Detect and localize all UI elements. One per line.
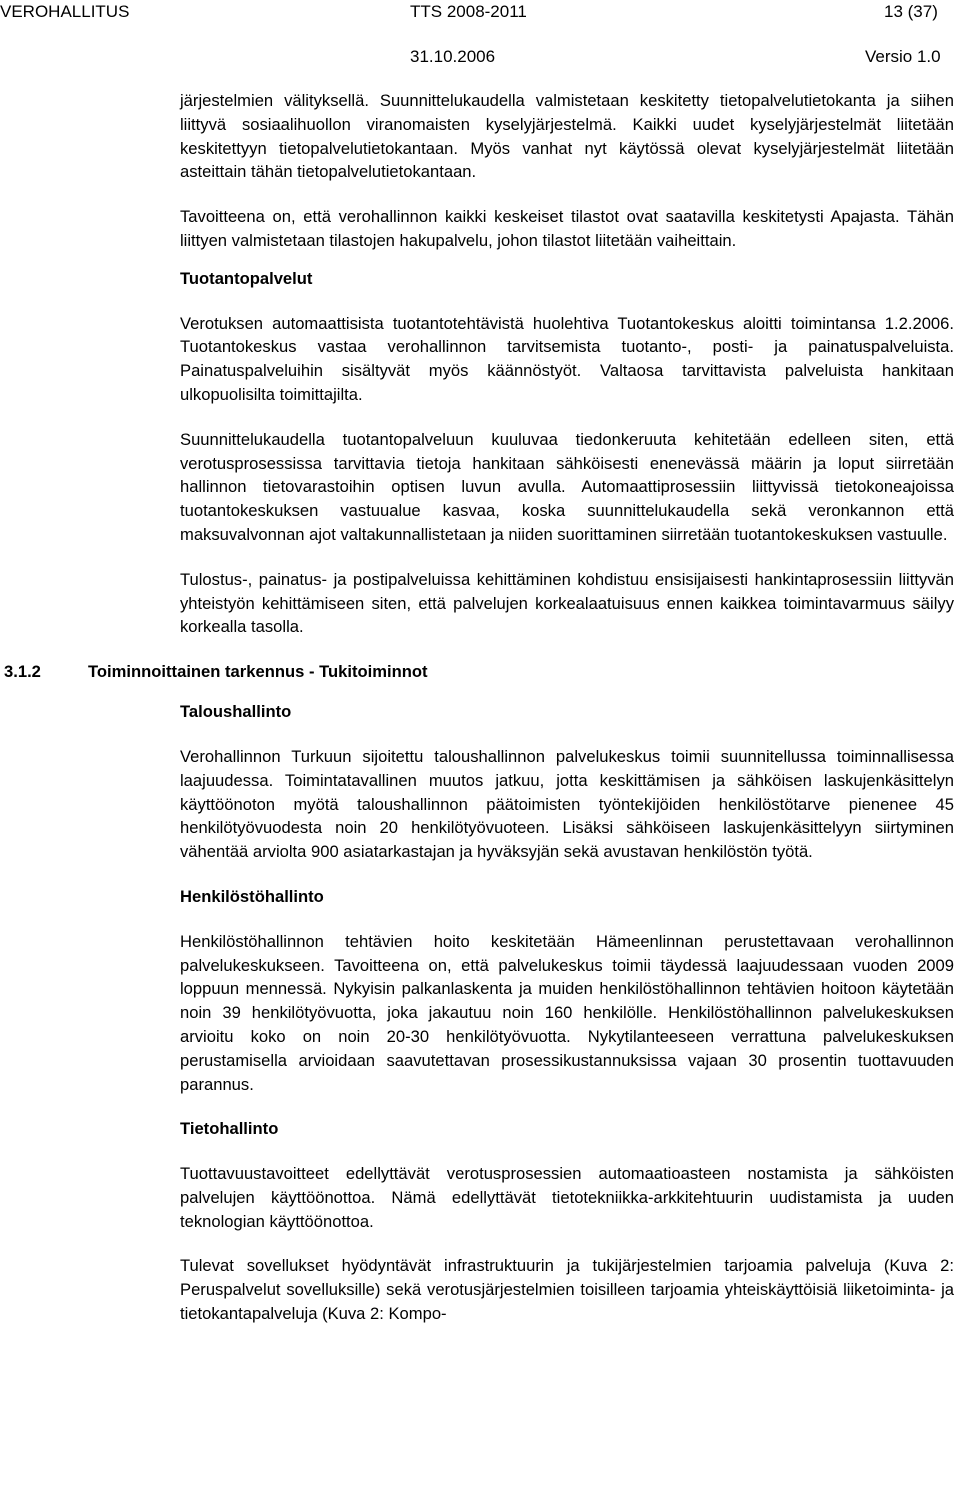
subheading-henkilostohallinto: Henkilöstöhallinto	[180, 886, 324, 906]
paragraph: Tulostus-, painatus- ja postipalveluissa kehittäminen kohdistuu ensisijaisesti hankintaprosessiin liittyvän yhteistyön kehittämiseen siten, että palvelujen korkealaatuisuus ennen kaikkea toimintavarmuus säilyy korkealla tasolla.	[180, 569, 954, 637]
subheading-tietohallinto: Tietohallinto	[180, 1119, 279, 1139]
subheading-taloushallinto: Taloushallinto	[180, 702, 292, 722]
section-number: 3.1.2	[4, 662, 41, 682]
header-page-number: 13 (37)	[884, 2, 938, 21]
paragraph: Verotuksen automaattisista tuotantotehtävistä huolehtiva Tuotantokeskus aloitti toimintansa 1.2.2006. Tuotantokeskus vastaa verohallinnon tarvitsemista tuotanto-, posti- ja painatuspalveluista. Painatuspalveluihin sisältyvät myös käännöstyöt. Valtaosa tarvittavista palveluista hankitaan ulkopuolisilta toimittajilta.	[180, 313, 954, 404]
paragraph: Tavoitteena on, että verohallinnon kaikki keskeiset tilastot ovat saatavilla keskitetysti Apajasta. Tähän liittyen valmistetaan tilastojen hakupalvelu, johon tilastot liitetään vaiheittain.	[180, 207, 954, 250]
header-doc-id: TTS 2008-2011	[410, 2, 527, 21]
document-body	[4, 89, 954, 1326]
paragraph: Tulevat sovellukset hyödyntävät infrastruktuurin ja tukijärjestelmien tarjoamia palveluja (Kuva 2: Peruspalvelut sovelluksille) sekä verotusjärjestelmien toisilleen tarjoamia yhteiskäyttöisiä liiketoiminta- ja tietokantapalveluja (Kuva 2: Kompo-	[180, 1256, 954, 1324]
header-date: 31.10.2006	[410, 47, 496, 66]
paragraph: Verohallinnon Turkuun sijoitettu taloushallinnon palvelukeskus toimii suunnitellussa toiminnallisessa laajuudessa. Toimintatavallinen muutos jatkuu, jotta keskittämisen ja sähköisen laskujenkäsittelyn käyttöönoton myötä taloushallinnon päätoimisten työntekijöiden henkilöstötarve pienenee 45 henkilötyövuodesta noin 20 henkilötyövuoteen. Lisäksi sähköiseen laskujenkäsittelyyn siirtyminen vähentää arviolta 900 asiatarkastajan ja hyväksyjän sekä avustavan henkilöstön työtä.	[180, 746, 954, 862]
subheading-tuotantopalvelut: Tuotantopalvelut	[180, 268, 313, 288]
header-version: Versio 1.0	[865, 47, 941, 66]
paragraph: Tuottavuustavoitteet edellyttävät verotusprosessien automaatioasteen nostamista ja sähköisten palvelujen käyttöönottoa. Nämä edellyttävät tietotekniikka-arkkitehtuurin uudistamista ja uuden teknologian käyttöönottoa.	[180, 1164, 954, 1231]
paragraph: Suunnittelukaudella tuotantopalveluun kuuluvaa tiedonkeruuta kehitetään edelleen siten, että verotusprosessissa tarvittavia tietoja hankitaan sähköisesti enenevässä määrin ja loput siirretään hallinnon tietovarastoihin optisen luvun avulla. Automaattiprosessiin liittyvissä tietokoneajoissa tuotantokeskuksen vastuualue kasvaa, koska suunnittelukaudella sekä veronkannon että maksuvalvonnan ajot valtakunnallistetaan ja niiden suorittaminen siirretään tuotantokeskuksen vastuulle.	[180, 429, 954, 544]
header-org: VEROHALLITUS	[0, 2, 130, 21]
section-heading	[4, 660, 954, 684]
paragraph: Henkilöstöhallinnon tehtävien hoito keskitetään Hämeenlinnan perustettavaan verohallinnon palvelukeskukseen. Tavoitteena on, että palvelukeskus toimii täydessä laajuudessaan vuoden 2009 loppuun mennessä. Nykyisin palkanlaskenta ja muiden henkilöstöhallinnon tehtävien hoitoon käytetään noin 39 henkilötyövuotta, joka jakautuu noin 160 henkilölle. Henkilöstöhallinnon palvelukeskuksen arvioitu koko on noin 20-30 henkilötyövuotta. Nykytilanteeseen verrattuna palvelukeskuksen perustamisella arvioidaan saavutettavan prosessikustannuksissa vajaan 30 prosentin tuottavuuden parannus.	[180, 931, 954, 1094]
paragraph: järjestelmien välityksellä. Suunnittelukaudella valmistetaan keskitetty tietopalvelutietokanta ja siihen liittyvä sosiaalihuollon viranomaisten kyselyjärjestelmä. Kaikki uudet kyselyjärjestelmät liitetään keskitettyyn tietopalvelutietokantaan. Myös vanhat nyt käytössä olevat kyselyjärjestelmät liitetään asteittain tähän tietopalvelutietokantaan.	[180, 91, 954, 182]
section-title: Toiminnoittainen tarkennus - Tukitoiminnot	[88, 662, 428, 682]
